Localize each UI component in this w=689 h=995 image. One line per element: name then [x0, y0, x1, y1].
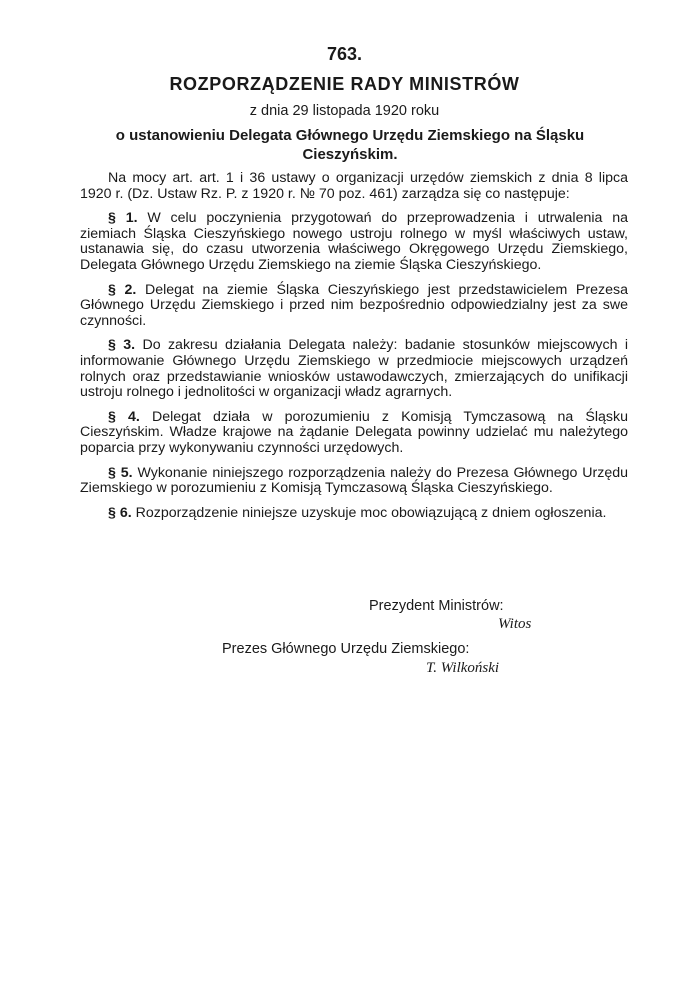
document-date: z dnia 29 listopada 1920 roku — [249, 103, 440, 119]
document-body — [80, 171, 628, 530]
section-label: § 4. — [108, 408, 140, 425]
signature-role-prime-minister: Prezydent Ministrów: — [369, 598, 504, 614]
document-number: 763. — [326, 44, 363, 64]
signature-name-land-office-president: T. Wilkoński — [426, 660, 500, 676]
section-text: W celu poczynienia przygotowań do przeprowadzenia i utrwalenia na ziemiach Śląska Cieszyńskiego nowego ustroju rolnego w myśl właściwych ustaw, ustanawia się, do czasu utworzenia właściwego Okręgowego Urzędu Ziemskiego, Delegata Głównego Urzędu Ziemskiego na ziemie Śląska Cieszyńskiego. — [80, 210, 628, 273]
section-4 — [80, 410, 628, 457]
section-text: Rozporządzenie niniejsze uzyskuje moc obowiązującą z dniem ogłoszenia. — [135, 504, 607, 521]
section-5 — [80, 466, 628, 497]
signature-name-prime-minister: Witos — [498, 616, 532, 632]
document-subject: o ustanowieniu Delegata Głównego Urzędu Ziemskiego na Śląsku Cieszyńskim. — [115, 127, 585, 163]
section-6 — [80, 506, 628, 522]
section-label: § 6. — [108, 504, 132, 521]
section-3 — [80, 338, 628, 400]
preamble: Na mocy art. art. 1 i 36 ustawy o organizacji urzędów ziemskich z dnia 8 lipca 1920 r. (Dz. Ustaw Rz. P. z 1920 r. № 70 poz. 461) zarządza się co następuje: — [80, 170, 628, 202]
section-label: § 3. — [108, 337, 136, 354]
section-label: § 1. — [108, 210, 138, 227]
signature-role-land-office-president: Prezes Głównego Urzędu Ziemskiego: — [222, 641, 470, 657]
section-text: Wykonanie niniejszego rozporządzenia należy do Prezesa Głównego Urzędu Ziemskiego w porozumieniu z Komisją Tymczasową Śląska Cieszyńskiego. — [80, 464, 628, 497]
section-text: Delegat działa w porozumieniu z Komisją Tymczasową na Śląsku Cieszyńskim. Władze krajowe na żądanie Delegata powinny udzielać mu należytego poparcia przy wykonywaniu czynności urzędowych. — [80, 408, 628, 456]
section-label: § 5. — [108, 464, 133, 481]
section-label: § 2. — [108, 281, 137, 298]
section-text: Do zakresu działania Delegata należy: badanie stosunków miejscowych i informowanie Głównego Urzędu Ziemskiego w przedmiocie miejscowych urządzeń rolnych oraz przedstawianie wniosków ustawodawczych, zmierzających do unifikacji ustroju rolnego i jednolitości w organizacji władz agrarnych. — [80, 337, 629, 401]
document-title: ROZPORZĄDZENIE RADY MINISTRÓW — [169, 74, 520, 94]
section-2 — [80, 283, 628, 330]
section-1 — [80, 211, 628, 273]
section-text: Delegat na ziemie Śląska Cieszyńskiego jest przedstawicielem Prezesa Głównego Urzędu Ziemskiego i przed nim bezpośrednio odpowiedzialny jest za swe czynności. — [80, 281, 628, 329]
